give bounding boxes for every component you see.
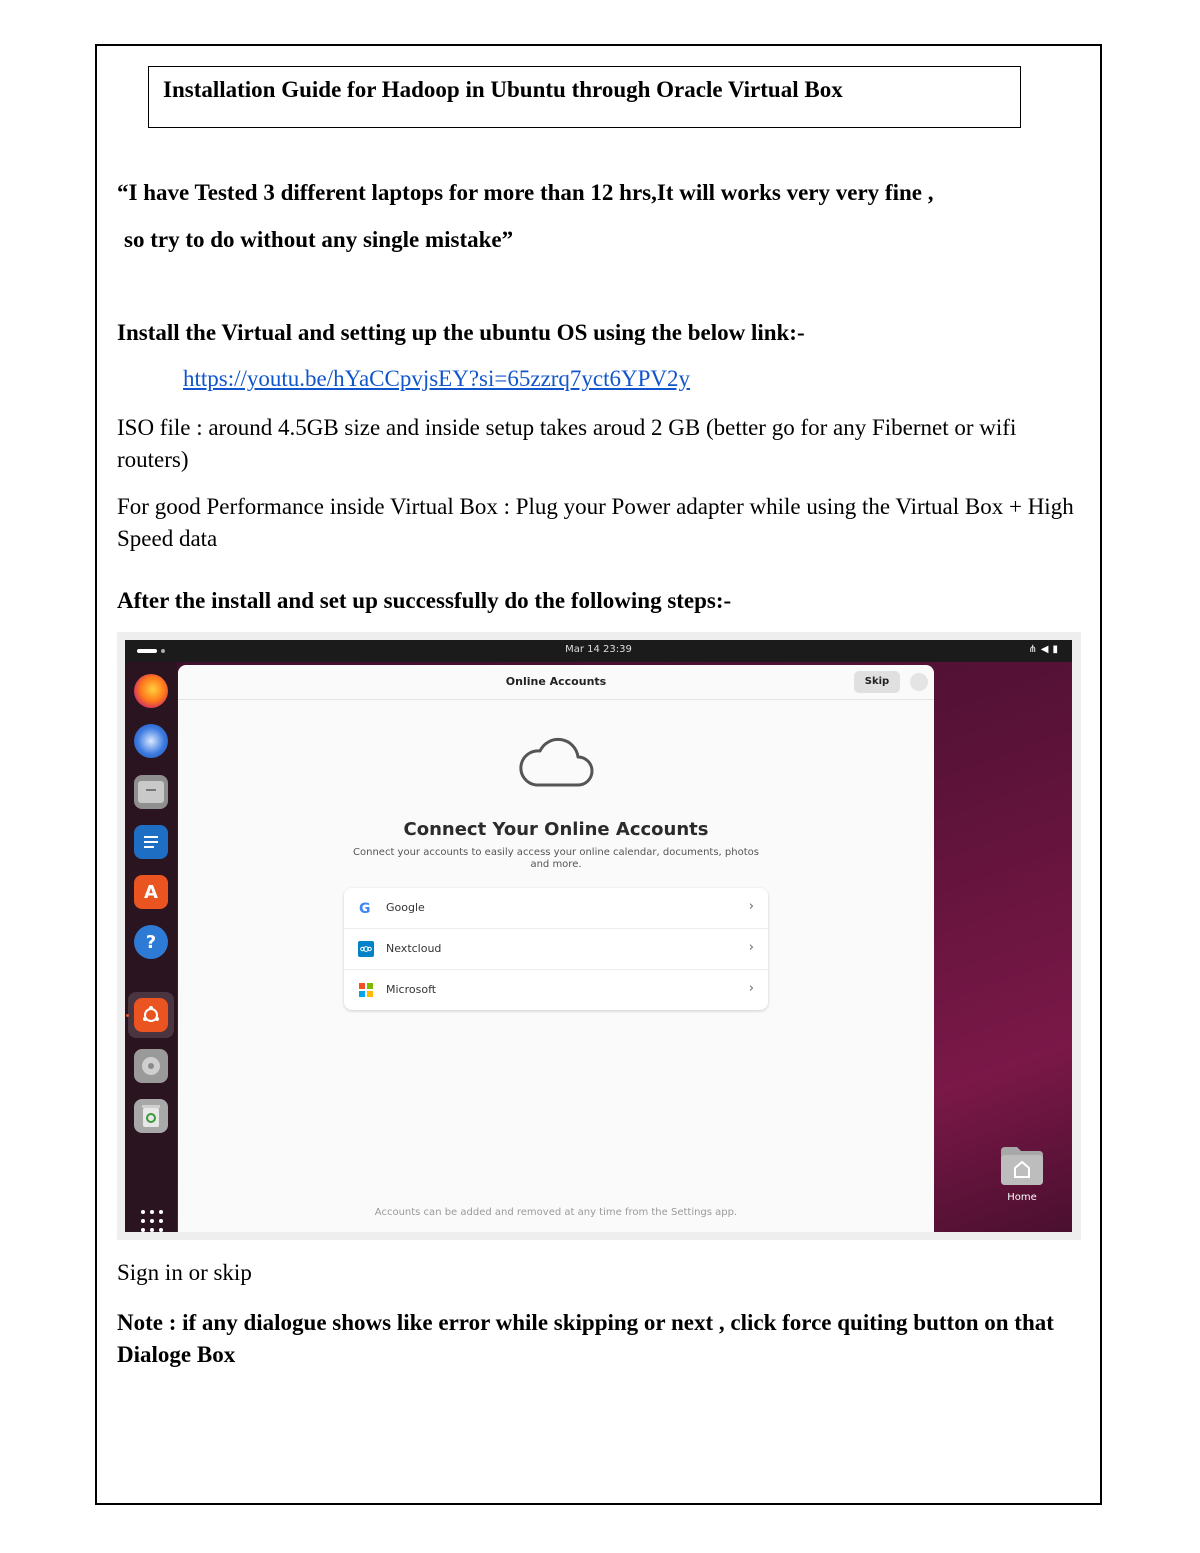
chevron-right-icon: › [748,940,754,955]
app-center-icon[interactable]: A [134,875,168,909]
settings-footnote: Accounts can be added and removed at any time from the Settings app. [374,1207,738,1218]
help-icon[interactable]: ? [134,925,168,959]
home-folder-label[interactable]: Home [1007,1192,1037,1203]
network-icon: ⋔ [1028,644,1041,655]
quote-line-2: so try to do without any single mistake” [124,227,514,252]
account-label: Nextcloud [386,942,442,955]
trash-icon[interactable] [134,1099,168,1133]
svg-text:G: G [359,901,371,916]
microsoft-icon [358,982,374,998]
top-bar [125,640,1072,662]
nextcloud-icon [358,941,374,957]
firefox-icon[interactable] [134,674,168,708]
disc-icon[interactable] [134,1049,168,1083]
performance-note: For good Performance inside Virtual Box : Plug your Power adapter while using the Virtual Box + High Speed data [117,494,1074,551]
home-folder-icon[interactable] [1001,1147,1043,1185]
google-icon [358,900,374,916]
sign-in-text: Sign in or skip [117,1260,252,1285]
close-button[interactable] [910,673,928,691]
after-heading: After the install and set up successfully do the following steps:- [117,588,732,613]
connect-subtitle: Connect your accounts to easily access your online calendar, documents, photos and more. [353,847,759,870]
ubuntu-desktop [125,640,1072,1232]
iso-note: ISO file : around 4.5GB size and inside setup takes aroud 2 GB (better go for any Fibernet or wifi routers) [117,415,1017,472]
volume-icon: ◀ [1040,644,1053,655]
account-row-microsoft[interactable] [344,970,768,1010]
running-indicator [126,1014,129,1017]
skip-button[interactable]: Skip [854,671,900,693]
title-box [148,66,1021,128]
chevron-right-icon: › [748,899,754,914]
writer-icon[interactable] [134,825,168,859]
clock[interactable]: Mar 14 23:39 [565,644,632,655]
battery-icon: ▮ [1052,644,1062,655]
dock [125,662,177,1232]
online-accounts-window [178,665,934,1232]
show-apps-icon[interactable] [141,1210,163,1232]
files-icon[interactable] [134,775,168,809]
window-title: Online Accounts [505,675,607,688]
chevron-right-icon: › [748,981,754,996]
accounts-list [344,888,768,1010]
account-row-nextcloud[interactable] [344,929,768,970]
connect-heading: Connect Your Online Accounts [403,819,709,840]
cloud-icon [518,735,594,791]
install-heading: Install the Virtual and setting up the ubuntu OS using the below link:- [117,320,805,345]
account-label: Google [386,901,425,914]
thunderbird-icon[interactable] [134,724,168,758]
quote-line-1: “I have Tested 3 different laptops for more than 12 hrs,It will works very very fine , [117,180,934,205]
ubuntu-installer-icon[interactable] [134,998,168,1032]
window-header [178,665,934,700]
note-text: Note : if any dialogue shows like error while skipping or next , click force quiting button on that Dialoge Box [117,1310,1054,1367]
system-tray[interactable] [1028,644,1062,655]
account-label: Microsoft [386,983,437,996]
ubuntu-screenshot [117,632,1081,1240]
account-row-google[interactable] [344,888,768,929]
youtube-link[interactable]: https://youtu.be/hYaCCpvjsEY?si=65zzrq7yct6YPV2y [183,366,691,391]
document-title: Installation Guide for Hadoop in Ubuntu through Oracle Virtual Box [163,77,843,102]
